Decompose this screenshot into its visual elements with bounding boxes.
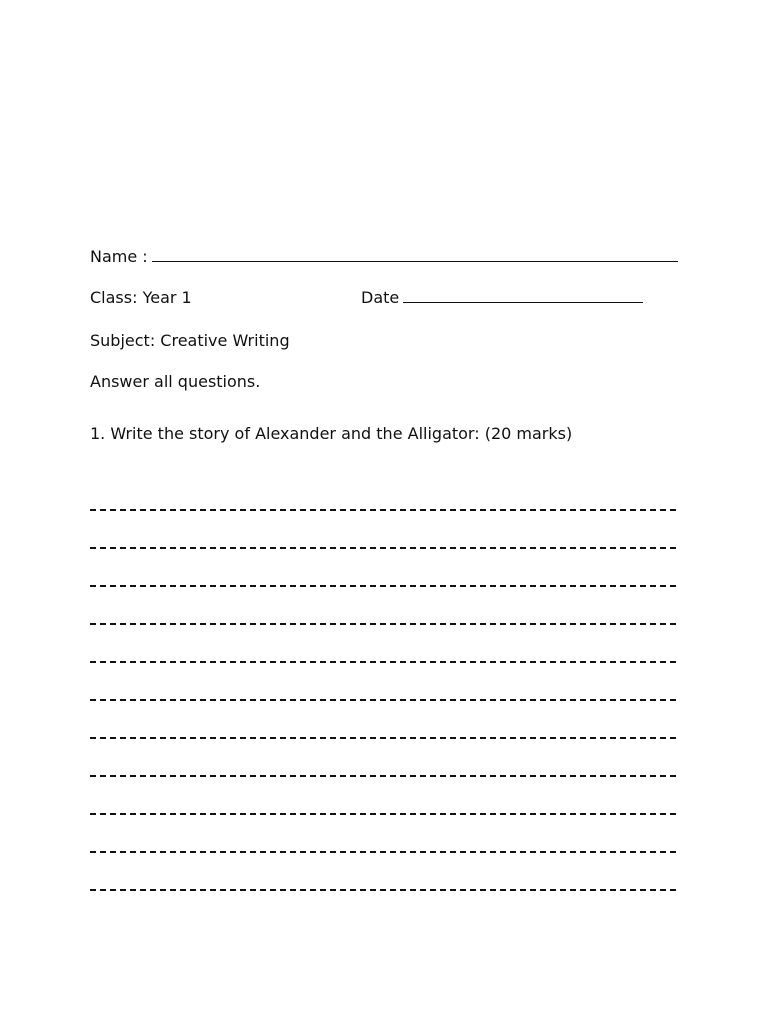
instructions: Answer all questions. <box>90 372 261 391</box>
answer-line[interactable] <box>90 766 676 804</box>
answer-line[interactable] <box>90 728 676 766</box>
answer-line[interactable] <box>90 614 676 652</box>
answer-area[interactable] <box>90 500 676 918</box>
answer-line[interactable] <box>90 652 676 690</box>
date-blank-line[interactable] <box>403 288 643 303</box>
answer-line[interactable] <box>90 538 676 576</box>
answer-line[interactable] <box>90 500 676 538</box>
class-label: Class: Year 1 <box>90 288 192 307</box>
name-label: Name : <box>90 247 148 266</box>
question-1: 1. Write the story of Alexander and the Alligator: (20 marks) <box>90 424 573 443</box>
answer-line[interactable] <box>90 842 676 880</box>
answer-line[interactable] <box>90 690 676 728</box>
answer-line[interactable] <box>90 576 676 614</box>
subject-label: Subject: Creative Writing <box>90 331 290 350</box>
name-row <box>90 247 678 267</box>
name-blank-line[interactable] <box>152 247 678 262</box>
date-label: Date <box>361 288 400 307</box>
answer-line[interactable] <box>90 880 676 918</box>
date-row <box>361 288 643 308</box>
answer-line[interactable] <box>90 804 676 842</box>
